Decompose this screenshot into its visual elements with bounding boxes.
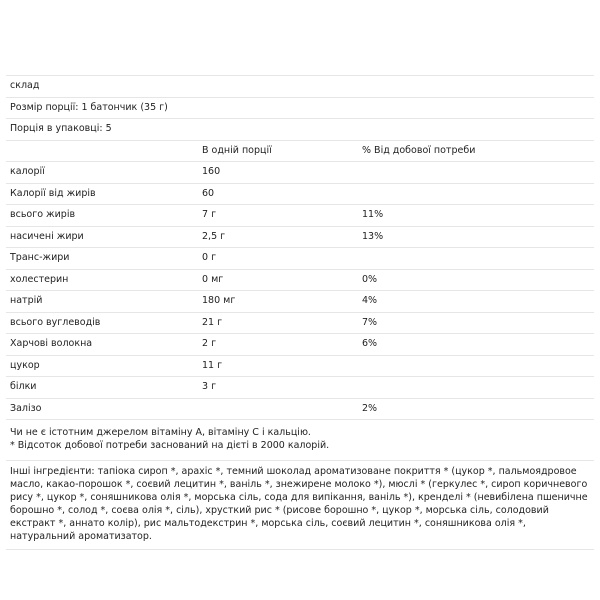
nutrient-daily-value: 4% (362, 295, 378, 306)
nutrient-amount: 7 г (202, 209, 217, 220)
nutrient-row (6, 291, 594, 313)
nutrient-amount: 2 г (202, 338, 217, 349)
nutrient-label: холестерин (10, 273, 69, 285)
nutrient-daily-value: 7% (362, 316, 378, 328)
nutrient-amount: 3 г (202, 381, 217, 392)
nutrient-amount: 0 г (202, 252, 217, 263)
nutrient-row (6, 334, 594, 356)
nutrient-amount: 60 (202, 187, 215, 199)
nutrient-amount: 21 г (202, 316, 223, 328)
nutrient-row (6, 227, 594, 249)
nutrient-row (6, 313, 594, 335)
nutrient-label: Калорії від жирів (10, 187, 96, 199)
nutrient-amount: 0 мг (202, 273, 224, 285)
nutrient-row (6, 184, 594, 206)
nutrient-label: Транс-жири (10, 252, 70, 263)
nutrient-label: натрій (10, 295, 43, 306)
nutrient-rows (6, 162, 594, 420)
nutrient-label: білки (10, 381, 37, 392)
nutrient-daily-value: 11% (362, 209, 384, 220)
nutrition-table (6, 75, 594, 550)
nutrient-row (6, 356, 594, 378)
nutrient-amount: 160 (202, 166, 221, 177)
ingredients-text: Інші інгредієнти: тапіока сироп *, арахіс *, темний шоколад ароматизоване покриття * (цукор *, пальмоядровое масло, какао-порошок *, соєвий лецитин *, ваніль *, знежирене молоко *), мюслі * (геркулес *, сироп коричневого рису *, цукор *, соняшникова олія *, морська сіль, сода для випікання, ваніль *), кренделі * (невибілена пшеничне борошно *, солод *, соєва олія *, сіль), хрусткий рис * (рисове борошно *, цукор *, морська сіль, солодовий екстракт *, аннато колір), рис мальтодекстрин *, морська сіль, соєвий лецитин *, соняшникова олія *, натуральний ароматизатор. (6, 461, 594, 550)
per-serving-header: В одній порції (202, 144, 272, 156)
nutrient-label: всього жирів (10, 209, 76, 220)
servings-per-container: Порція в упаковці: 5 (10, 123, 112, 134)
table-title-row (6, 76, 594, 98)
nutrient-row (6, 162, 594, 184)
nutrient-row (6, 205, 594, 227)
servings-per-container-row (6, 119, 594, 141)
nutrient-row (6, 377, 594, 399)
nutrient-label: всього вуглеводів (10, 316, 101, 328)
nutrient-label: цукор (10, 359, 40, 371)
serving-size-row (6, 98, 594, 120)
nutrient-amount: 180 мг (202, 295, 236, 306)
nutrient-label: Харчові волокна (10, 338, 93, 349)
footnotes (6, 420, 594, 461)
nutrient-daily-value: 6% (362, 338, 378, 349)
nutrient-daily-value: 0% (362, 273, 378, 285)
footnote-daily-value: * Відсоток добової потреби заснований на дієті в 2000 калорій. (10, 440, 330, 451)
nutrient-daily-value: 2% (362, 402, 378, 414)
table-title: склад (10, 80, 40, 91)
nutrient-amount: 11 г (202, 359, 223, 371)
nutrient-amount: 2,5 г (202, 230, 226, 242)
nutrient-label: Залізо (10, 402, 42, 414)
footnote-not-significant: Чи не є істотним джерелом вітаміну А, вітаміну С і кальцію. (10, 427, 311, 438)
nutrient-label: калорії (10, 166, 45, 177)
nutrient-row (6, 270, 594, 292)
nutrient-label: насичені жири (10, 230, 84, 242)
daily-value-header: % Від добової потреби (362, 144, 476, 156)
column-header-row (6, 141, 594, 163)
nutrient-row (6, 248, 594, 270)
nutrient-daily-value: 13% (362, 230, 384, 242)
nutrient-row (6, 399, 594, 421)
serving-size: Розмір порції: 1 батончик (35 г) (10, 101, 168, 113)
